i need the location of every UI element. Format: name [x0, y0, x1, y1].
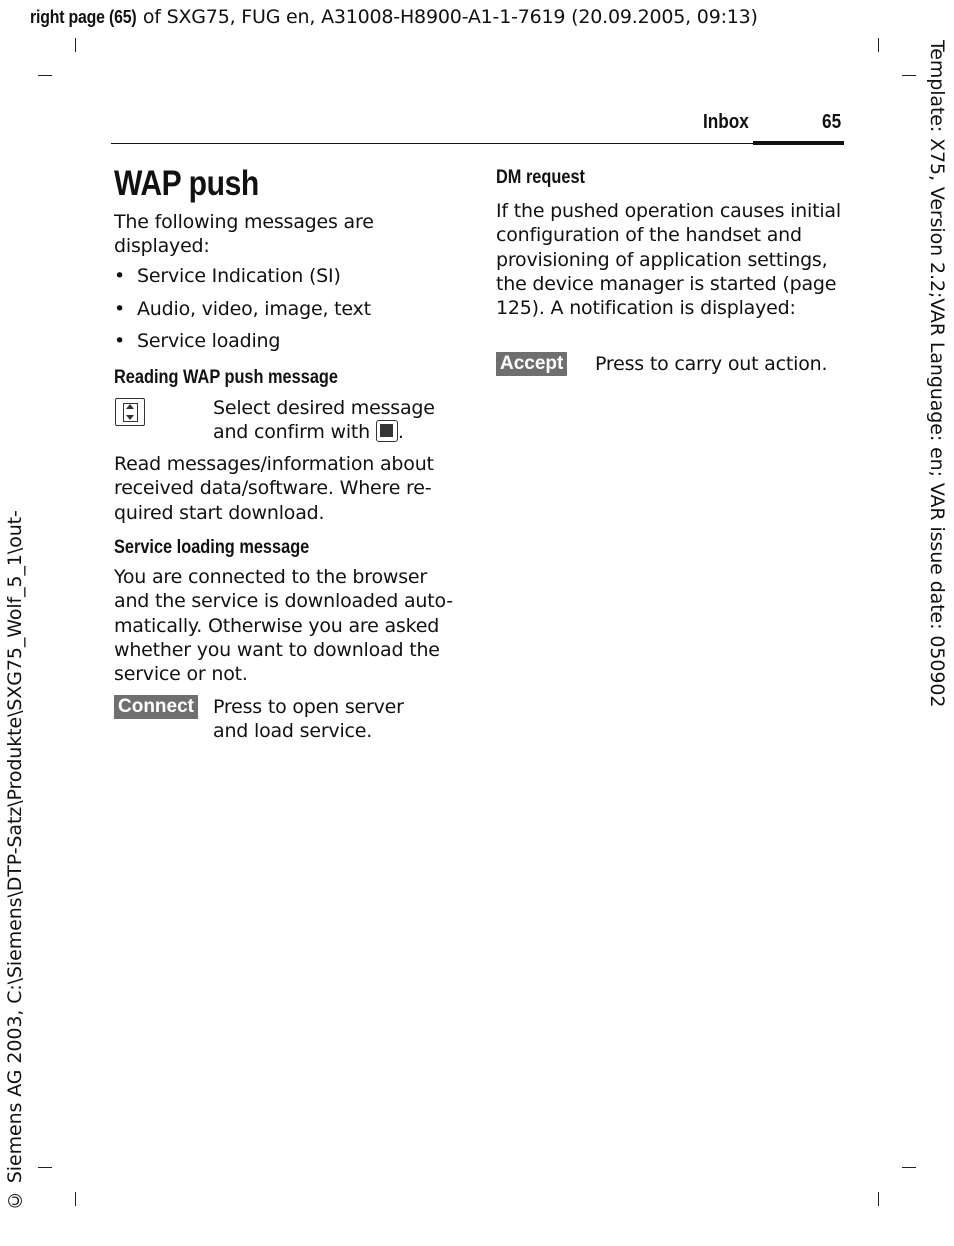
header-rule-thick — [753, 141, 844, 145]
header-rule — [111, 143, 844, 144]
list-item: • Service loading — [114, 330, 444, 363]
loading-paragraph: You are connected to the browser and the service is downloaded auto-matically. Otherwise you are asked whether you want to download the service or not. — [114, 566, 453, 686]
crop-mark — [878, 38, 879, 52]
print-header-bold: right page (65) — [30, 7, 137, 27]
connect-softkey: Connect — [114, 695, 198, 719]
accept-description: Press to carry out action. — [595, 353, 828, 375]
dm-paragraph: If the pushed operation causes initial configuration of the handset and provisioning of application settings, the device manager is started (page 125). A notification is displayed: — [496, 200, 841, 320]
page-title: WAP push — [114, 164, 259, 203]
center-key-icon — [376, 420, 398, 442]
section-title: Inbox — [703, 111, 749, 133]
crop-mark — [75, 38, 76, 52]
navigation-key-icon — [115, 398, 145, 426]
template-info: Template: X75, Version 2.2;VAR Language: en; VAR issue date: 050902 — [926, 40, 948, 708]
reading-step — [213, 396, 448, 445]
crop-mark — [902, 1167, 916, 1168]
reading-heading: Reading WAP push message — [114, 367, 338, 388]
crop-mark — [38, 1167, 52, 1168]
crop-mark — [878, 1192, 879, 1206]
reading-step-text: Select desired message and confirm with — [213, 397, 435, 444]
list-item: • Service Indication (SI) — [114, 265, 444, 298]
copyright-path: © Siemens AG 2003, C:\Siemens\DTP-Satz\Produkte\SXG75_Wolf_5_1\out- — [4, 510, 26, 1211]
print-header-rest: of SXG75, FUG en, A31008-H8900-A1-1-7619 (20.09.2005, 09:13) — [137, 6, 758, 28]
message-type-list — [114, 265, 444, 363]
accept-softkey: Accept — [496, 352, 567, 376]
crop-mark — [38, 75, 52, 76]
connect-description: Press to open server and load service. — [213, 696, 404, 743]
list-item: • Audio, video, image, text — [114, 298, 444, 331]
page-number: 65 — [822, 111, 842, 133]
reading-step-end: . — [397, 421, 404, 444]
reading-paragraph: Read messages/information about received data/software. Where re-quired start download. — [114, 453, 434, 524]
intro-text: The following messages are displayed: — [114, 211, 374, 258]
crop-mark — [75, 1192, 76, 1206]
crop-mark — [902, 75, 916, 76]
loading-heading: Service loading message — [114, 537, 310, 558]
dm-heading: DM request — [496, 167, 585, 188]
print-header — [30, 6, 758, 28]
